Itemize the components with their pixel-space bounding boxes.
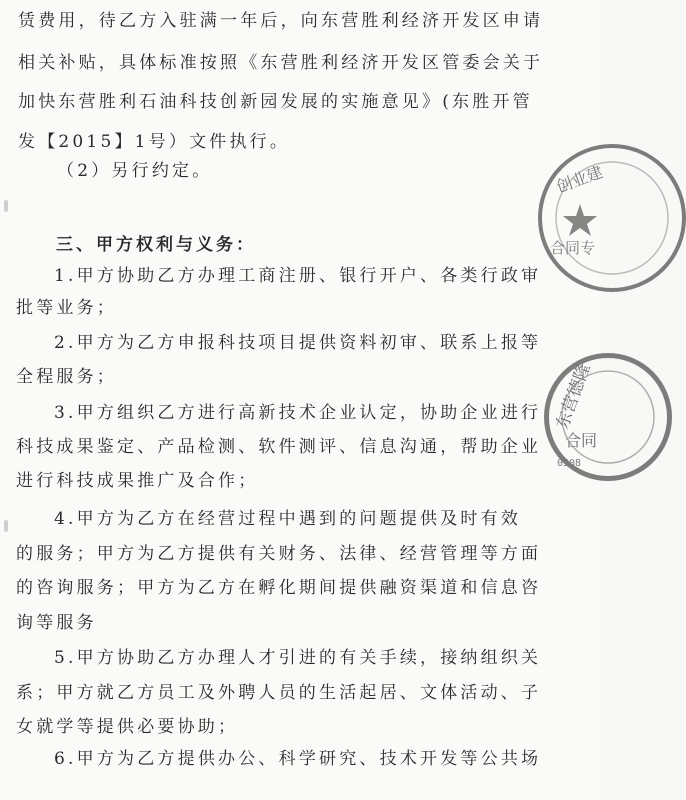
item-line: 6.甲方为乙方提供办公、科学研究、技术开发等公共场 — [54, 749, 542, 769]
item-line: 科技成果鉴定、产品检测、软件测评、信息沟通，帮助企业 — [16, 437, 542, 457]
body-line: 相关补贴，具体标准按照《东营胜利经济开发区管委会关于 — [18, 53, 544, 73]
section-heading: 三、甲方权利与义务： — [56, 235, 256, 255]
seal-stamp-bottom — [544, 353, 672, 481]
seal-stamp-top — [538, 144, 686, 292]
item-line: 系；甲方就乙方员工及外聘人员的生活起居、文体活动、子 — [16, 683, 542, 703]
item-line: 批等业务； — [16, 298, 117, 318]
svg-text:0508: 0508 — [557, 458, 582, 469]
item-line: 2.甲方为乙方申报科技项目提供资料初审、联系上报等 — [54, 333, 542, 353]
svg-text:东营德隆: 东营德隆 — [552, 360, 595, 432]
item-line: 4.甲方为乙方在经营过程中遇到的问题提供及时有效 — [54, 509, 522, 529]
svg-text:创业建: 创业建 — [553, 162, 606, 197]
item-line: 5.甲方协助乙方办理人才引进的有关手续，接纳组织关 — [54, 648, 542, 668]
item-line: 1.甲方协助乙方办理工商注册、银行开户、各类行政审 — [54, 266, 542, 286]
body-line: 加快东营胜利石油科技创新园发展的实施意见》(东胜开管 — [18, 92, 533, 112]
item-line: 全程服务； — [16, 367, 117, 387]
item-line: 询等服务 — [16, 613, 97, 633]
body-line: （2）另行约定。 — [57, 161, 213, 181]
item-line: 3.甲方组织乙方进行高新技术企业认定，协助企业进行 — [54, 403, 542, 423]
body-line: 发【2015】1号）文件执行。 — [18, 132, 291, 152]
seal-top-graphic — [542, 148, 682, 288]
item-line: 的服务；甲方为乙方提供有关财务、法律、经营管理等方面 — [16, 544, 542, 564]
body-line: 赁费用，待乙方入驻满一年后，向东营胜利经济开发区申请 — [18, 11, 544, 31]
item-line: 女就学等提供必要协助； — [16, 717, 239, 737]
punch-mark — [4, 520, 8, 532]
svg-text:合同专: 合同专 — [550, 239, 596, 257]
item-line: 的咨询服务；甲方为乙方在孵化期间提供融资渠道和信息咨 — [16, 578, 542, 598]
punch-mark — [4, 200, 8, 212]
seal-bottom-graphic — [549, 358, 667, 476]
item-line: 进行科技成果推广及合作； — [16, 471, 259, 491]
svg-text:合同: 合同 — [565, 431, 598, 450]
